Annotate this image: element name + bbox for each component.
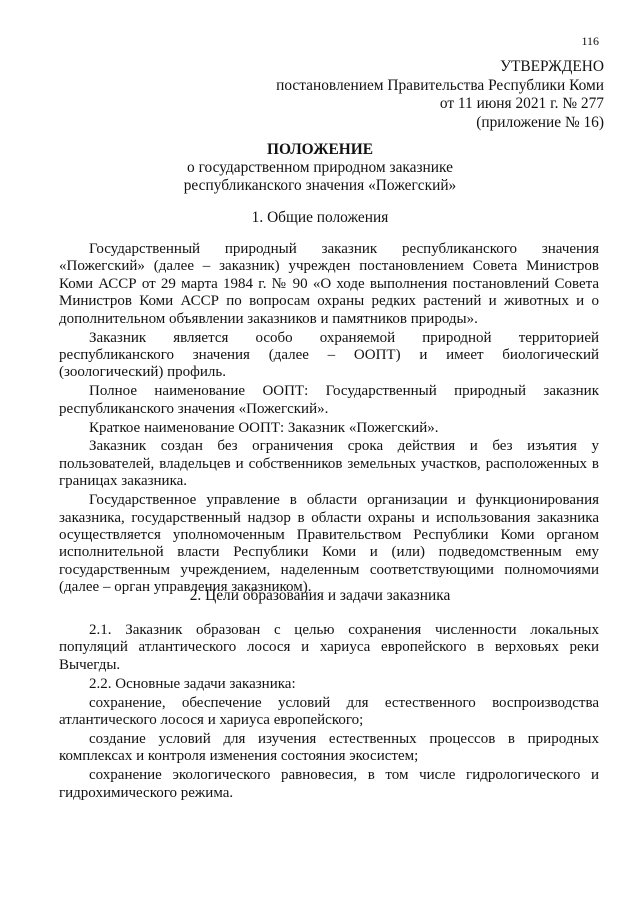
paragraph: Заказник является особо охраняемой природной территорией республиканского значения (далее – ООПТ) и имеет биологический (зоологический) профиль.: [59, 329, 599, 381]
paragraph: сохранение экологического равновесия, в том числе гидрологического и гидрохимического режима.: [59, 767, 599, 801]
paragraph: 2.1. Заказник образован с целью сохранения численности локальных популяций атлантического лосося и хариуса европейского в верховьях реки Вычегды.: [59, 622, 599, 673]
paragraph: Заказник создан без ограничения срока действия и без изъятия у пользователей, владельцев и собственников земельных участков, расположенных в границах заказника.: [59, 438, 599, 490]
approval-line: (приложение № 16): [476, 113, 604, 131]
paragraph: Краткое наименование ООПТ: Заказник «Пожегский».: [89, 419, 439, 436]
approval-line: от 11 июня 2021 г. № 277: [439, 95, 604, 113]
document-subtitle: республиканского значения «Пожегский»: [183, 177, 457, 194]
approval-heading: УТВЕРЖДЕНО: [500, 58, 604, 75]
paragraph: создание условий для изучения естественных процессов в природных комплексах и контроля изменения состояния экосистем;: [59, 730, 599, 765]
page-number: 116: [581, 34, 599, 48]
section-heading: 1. Общие положения: [251, 209, 389, 226]
section-body: [59, 622, 599, 804]
approval-line: постановлением Правительства Республики Коми: [276, 76, 604, 94]
section-heading: 2. Цели образования и задачи заказника: [189, 587, 451, 604]
paragraph: Государственный природный заказник республиканского значения «Пожегский» (далее – заказник) учрежден постановлением Совета Министров Коми АССР от 29 марта 1984 г. № 90 «О ходе выполнения постановлений Совета Министров Коми АССР по вопросам охраны редких растений и животных и о дополнительном объявлении заказников и памятников природы».: [59, 241, 599, 327]
document-subtitle: о государственном природном заказнике: [187, 159, 453, 176]
paragraph: сохранение, обеспечение условий для естественного воспроизводства атлантического лосося и хариуса европейского;: [59, 694, 599, 729]
paragraph: Полное наименование ООПТ: Государственный природный заказник республиканского значения «Пожегский».: [59, 383, 599, 417]
paragraph: Государственное управление в области организации и функционирования заказника, государственный надзор в области охраны и использования заказника осуществляется уполномоченным Правительством Республики Коми органом исполнительной власти Республики Коми и (или) подведомственным ему государственным учреждением, наделенным соответствующими полномочиями (далее – орган управления заказником).: [59, 492, 599, 596]
document-title-block: [0, 141, 640, 195]
paragraph: 2.2. Основные задачи заказника:: [89, 675, 296, 692]
section-body: [59, 241, 599, 598]
approval-stamp: [276, 58, 604, 132]
document-title: ПОЛОЖЕНИЕ: [267, 141, 373, 158]
